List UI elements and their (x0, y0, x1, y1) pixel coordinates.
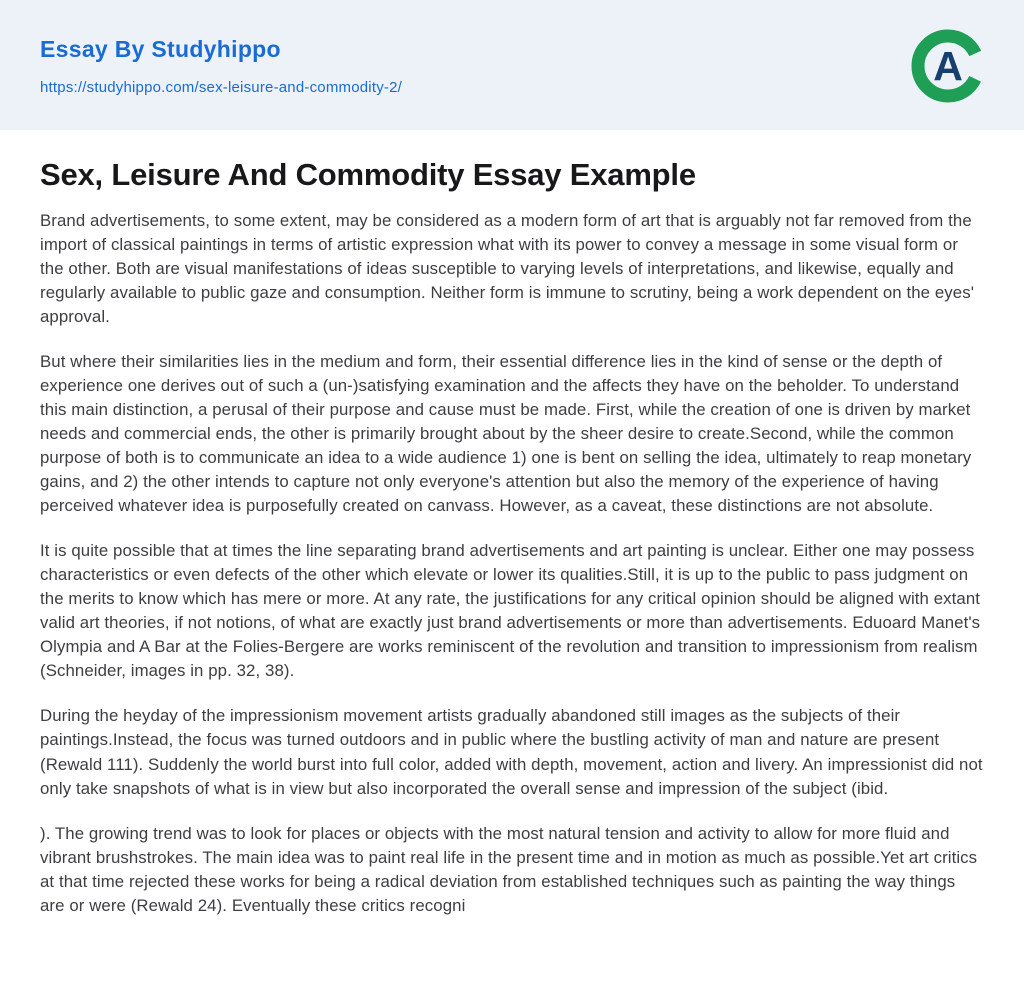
essay-paragraph-3: It is quite possible that at times the line separating brand advertisements and art painting is unclear. Either one may possess characteristics or even defects of the other which elevate or lower its qualities.Still, it is up to the public to pass judgment on the merits to know which has mere or more. At any rate, the justifications for any critical opinion should be aligned with extant valid art theories, if not notions, of what are exactly just brand advertisements or more than advertisements. Eduoard Manet's Olympia and A Bar at the Folies-Bergere are works reminiscent of the revolution and transition to impressionism from realism (Schneider, images in pp. 32, 38). (40, 541, 981, 681)
logo-letter: A (933, 43, 963, 89)
essay-paragraph-5: ). The growing trend was to look for places or objects with the most natural tension and activity to allow for more fluid and vibrant brushstrokes. The main idea was to paint real life in the present time and in motion as much as possible.Yet art critics at that time rejected these works for being a radical deviation from established techniques such as painting the way things are or were (Rewald 24). Eventually these critics recogni (40, 823, 978, 915)
essay-paragraph-2: But where their similarities lies in the medium and form, their essential difference lies in the kind of sense or the depth of experience one derives out of such a (un-)satisfying examination and the affects they have on the beholder. To understand this main distinction, a perusal of their purpose and cause must be made. First, while the creation of one is driven by market needs and commercial ends, the other is primarily brought about by the sheer desire to create.Second, while the common purpose of both is to communicate an idea to a wide audience 1) one is bent on selling the idea, ultimately to reap monetary gains, and 2) the other intends to capture not only everyone's attention but also the memory of the experience of having perceived whatever idea is purposefully created on canvass. However, as a caveat, these distinctions are not absolute. (40, 352, 972, 516)
essay-paragraph-1: Brand advertisements, to some extent, may be considered as a modern form of art that is arguably not far removed from the import of classical paintings in terms of artistic expression what with its power to convey a message in some visual form or the other. Both are visual manifestations of ideas susceptible to varying levels of interpretations, and likewise, equally and regularly available to public gaze and consumption. Neither form is immune to scrutiny, being a work dependent on the eyes' approval. (40, 211, 975, 327)
essay-source-url[interactable]: https://studyhippo.com/sex-leisure-and-commodity-2/ (40, 79, 403, 96)
essay-paragraph-4: During the heyday of the impressionism movement artists gradually abandoned still images as the subjects of their paintings.Instead, the focus was turned outdoors and in public where the bustling activity of man and nature are present (Rewald 111). Suddenly the world burst into full color, added with depth, movement, action and livery. An impressionist did not only take snapshots of what is in view but also incorporated the overall sense and impression of the subject (ibid. (40, 706, 983, 798)
article-content (0, 130, 1024, 969)
site-title: Essay By Studyhippo (40, 36, 281, 62)
header-text-block (40, 36, 402, 96)
page-header (0, 0, 1024, 130)
site-logo (910, 28, 986, 104)
logo-ring-icon (910, 28, 986, 104)
page-title: Sex, Leisure And Commodity Essay Example (40, 157, 696, 192)
